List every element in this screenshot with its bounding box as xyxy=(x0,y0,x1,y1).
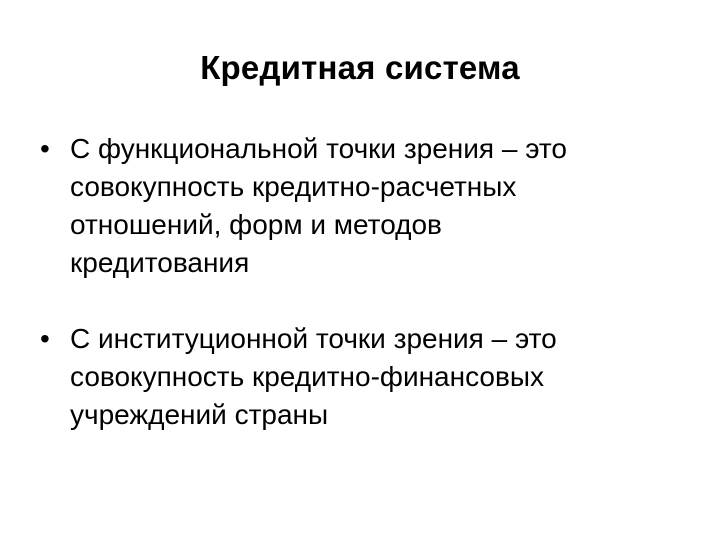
bullet-marker: • xyxy=(40,133,50,164)
bullet-marker: • xyxy=(40,323,50,354)
slide-title: Кредитная система xyxy=(200,49,520,86)
bullet-text-line: совокупность кредитно-финансовых xyxy=(70,361,544,392)
bullet-list xyxy=(36,130,686,472)
bullet-text-line: кредитования xyxy=(70,247,250,278)
bullet-text-line: С институционной точки зрения – это xyxy=(70,323,557,354)
bullet-item-institutional xyxy=(36,320,686,434)
bullet-text-line: С функциональной точки зрения – это xyxy=(70,133,567,164)
bullet-item-functional xyxy=(36,130,686,282)
bullet-text-line: отношений, форм и методов xyxy=(70,209,442,240)
bullet-text-line: учреждений страны xyxy=(70,399,329,430)
bullet-text-line: совокупность кредитно-расчетных xyxy=(70,171,517,202)
